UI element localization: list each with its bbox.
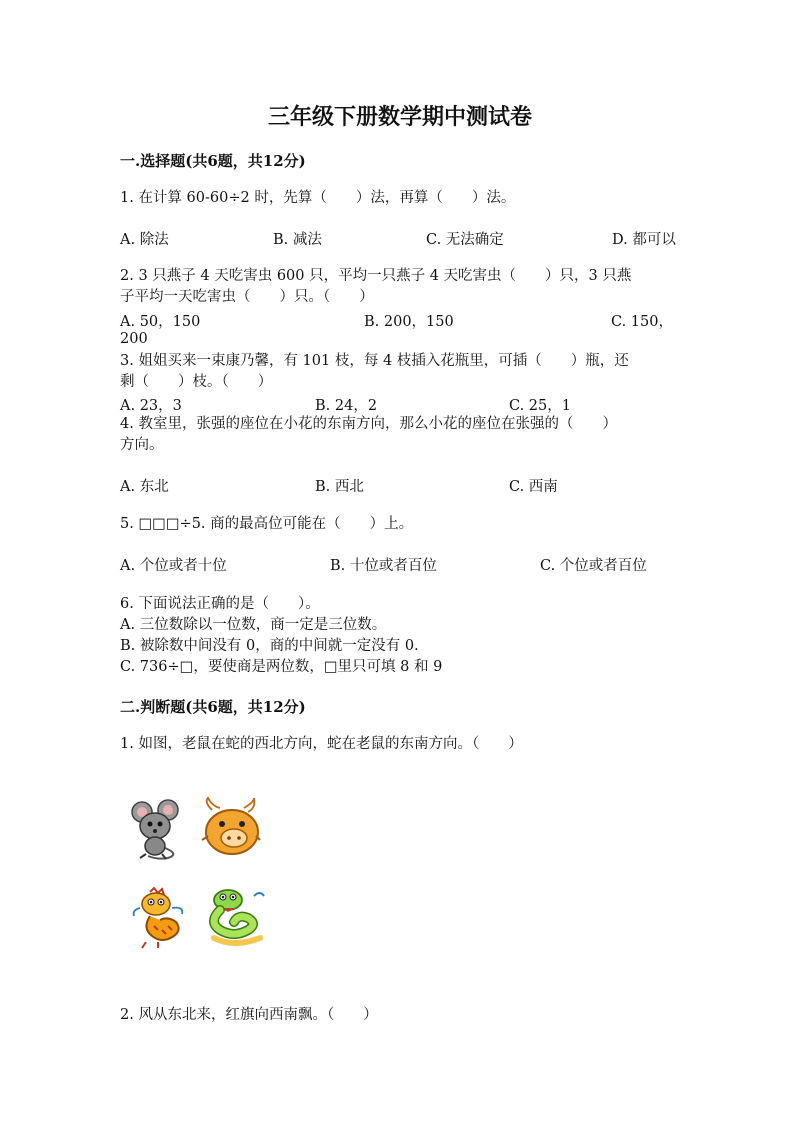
section-1-heading: 一.选择题(共6题，共12分) — [120, 152, 306, 170]
q1-6-option-c: C. 736÷□，要使商是两位数，□里只可填 8 和 9 — [120, 659, 443, 675]
q1-2-option-a: A. 50，150 — [120, 314, 201, 330]
q1-3-option-a: A. 23，3 — [120, 398, 182, 414]
q1-2-option-b: B. 200，150 — [364, 314, 454, 330]
question-1-2-line1: 2. 3 只燕子 4 天吃害虫 600 只，平均一只燕子 4 天吃害虫（ ）只，3 只燕 — [120, 268, 632, 284]
mouse-icon — [128, 796, 192, 860]
dragon-icon — [128, 886, 192, 950]
q1-3-option-c: C. 25，1 — [509, 398, 571, 414]
question-1-2-line2: 子平均一天吃害虫（ ）只。（ ） — [120, 289, 374, 305]
q1-1-option-a: A. 除法 — [120, 232, 169, 248]
snake-icon — [204, 886, 268, 950]
q1-5-option-b: B. 十位或者百位 — [330, 558, 437, 574]
question-1-4-line1: 4. 教室里，张强的座位在小花的东南方向，那么小花的座位在张强的（ ） — [120, 416, 617, 432]
question-1-3-line1: 3. 姐姐买来一束康乃馨，有 101 枝，每 4 枝插入花瓶里，可插（ ）瓶，还 — [120, 353, 629, 369]
q1-5-option-c: C. 个位或者百位 — [540, 558, 647, 574]
q1-3-option-b: B. 24，2 — [315, 398, 378, 414]
q1-2-option-c-cont: 200 — [120, 331, 148, 347]
question-1-3-line2: 剩（ ）枝。（ ） — [120, 374, 273, 390]
q1-1-option-b: B. 减法 — [273, 232, 322, 248]
q1-6-option-b: B. 被除数中间没有 0，商的中间就一定没有 0. — [120, 638, 419, 654]
question-1-5: 5. □□□÷5. 商的最高位可能在（ ）上。 — [120, 516, 414, 532]
q1-1-option-c: C. 无法确定 — [426, 232, 504, 248]
q1-6-option-a: A. 三位数除以一位数，商一定是三位数。 — [120, 617, 387, 633]
question-2-2: 2. 风从东北来，红旗向西南飘。（ ） — [120, 1007, 378, 1023]
ox-icon — [198, 796, 262, 860]
q1-4-option-b: B. 西北 — [315, 479, 364, 495]
question-2-1: 1. 如图，老鼠在蛇的西北方向，蛇在老鼠的东南方向。（ ） — [120, 736, 523, 752]
q1-5-option-a: A. 个位或者十位 — [120, 558, 227, 574]
q1-2-option-c: C. 150， — [611, 314, 673, 330]
q1-4-option-a: A. 东北 — [120, 479, 169, 495]
q1-1-option-d: D. 都可以 — [612, 232, 676, 248]
question-1-1: 1. 在计算 60-60÷2 时，先算（ ）法，再算（ ）法。 — [120, 190, 516, 206]
question-1-6: 6. 下面说法正确的是（ ）。 — [120, 596, 320, 612]
section-2-heading: 二.判断题(共6题，共12分) — [120, 698, 306, 716]
question-1-4-line2: 方向。 — [120, 437, 164, 453]
page-title: 三年级下册数学期中测试卷 — [267, 104, 532, 130]
q1-4-option-c: C. 西南 — [509, 479, 558, 495]
